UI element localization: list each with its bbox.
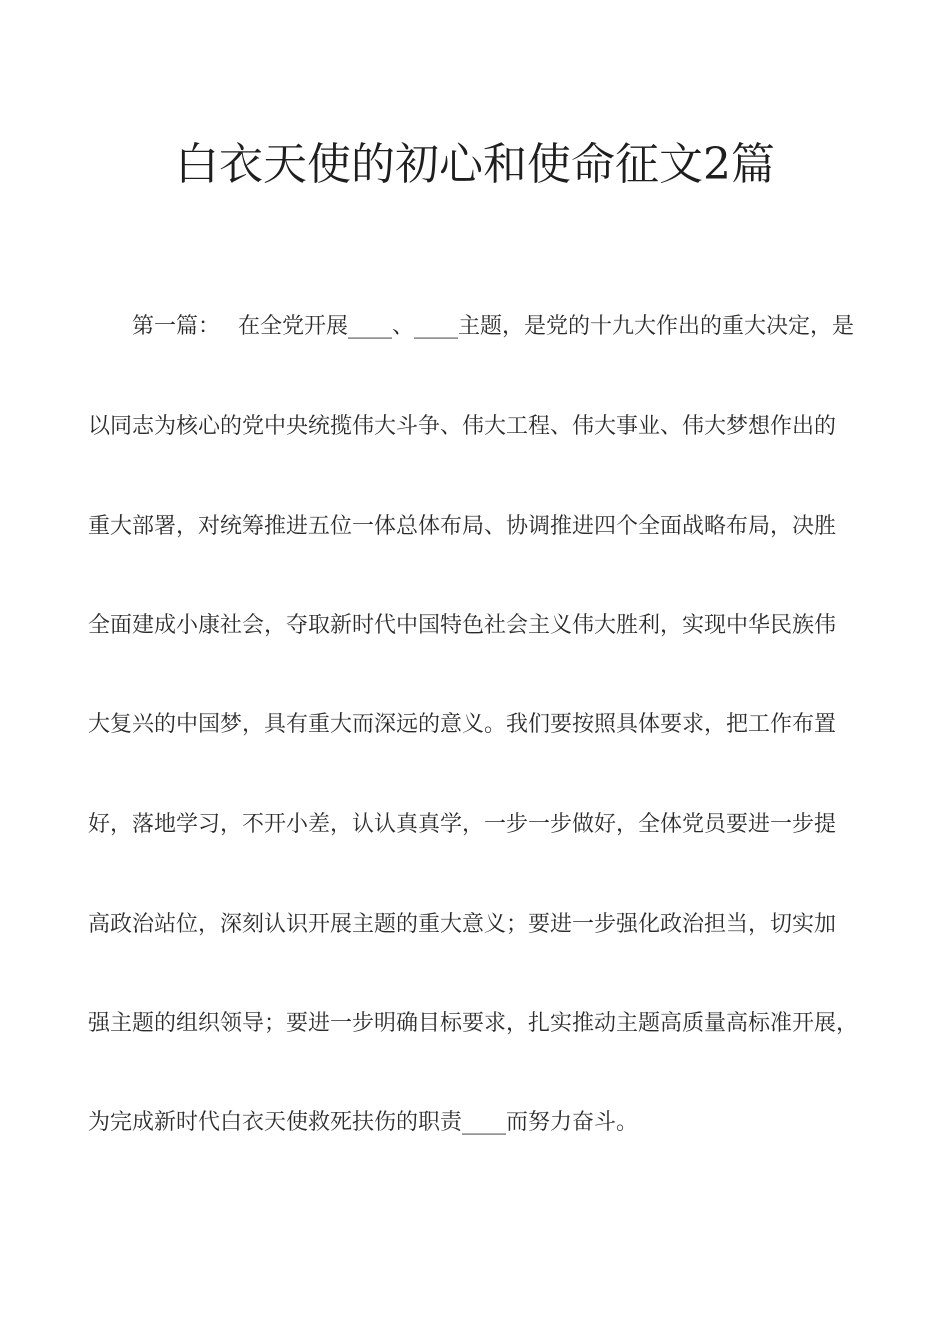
paragraph-line: 以同志为核心的党中央统揽伟大斗争、伟大工程、伟大事业、伟大梦想作出的 [88,414,837,439]
paragraph-line: 高政治站位，深刻认识开展主题的重大意义；要进一步强化政治担当，切实加 [88,912,837,937]
paragraph-line: 全面建成小康社会，夺取新时代中国特色社会主义伟大胜利，实现中华民族伟 [88,613,837,638]
paragraph-line: 重大部署，对统筹推进五位一体总体布局、协调推进四个全面战略布局，决胜 [88,514,837,539]
paragraph-line: 为完成新时代白衣天使救死扶伤的职责____而努力奋斗。 [88,1110,639,1135]
paragraph-line: 大复兴的中国梦，具有重大而深远的意义。我们要按照具体要求，把工作布置 [88,712,837,737]
paragraph-line: 好，落地学习，不开小差，认认真真学，一步一步做好，全体党员要进一步提 [88,812,837,837]
document-title: 白衣天使的初心和使命征文2篇 [175,139,775,190]
paragraph-line: 强主题的组织领导；要进一步明确目标要求，扎实推动主题高质量高标准开展， [88,1011,859,1036]
paragraph-line-text: 在全党开展____、____主题，是党的十九大作出的重大决定，是 [238,314,855,339]
section-label: 第一篇： [132,314,221,339]
paragraph-line [88,310,868,344]
